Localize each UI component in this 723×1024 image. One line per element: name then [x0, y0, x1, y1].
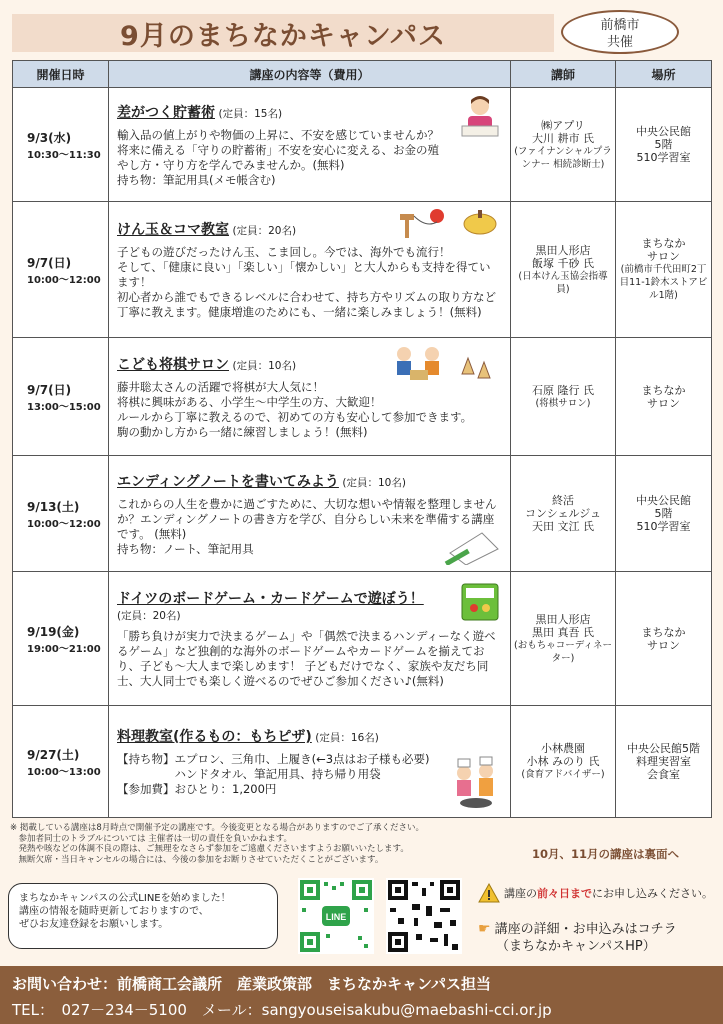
place-cell — [616, 706, 712, 818]
content-cell — [109, 572, 511, 706]
board-game-box-illustration — [458, 578, 502, 624]
date-cell — [13, 338, 109, 456]
date-cell — [13, 572, 109, 706]
shogi-kids-illustration — [392, 344, 502, 384]
title-banner — [12, 14, 554, 52]
instructor-note: (食育アドバイザー) — [521, 769, 605, 780]
course-title: 差がつく貯蓄術 — [117, 104, 215, 121]
event-date: 9/19(金) — [27, 624, 80, 639]
next-months-note: 10月、11月の講座は裏面へ — [532, 847, 680, 861]
instructor-cell — [511, 202, 616, 338]
line-announcement-bubble — [8, 883, 278, 949]
sponsor-city: 前橋市 — [600, 18, 640, 33]
place-cell — [616, 88, 712, 202]
course-text: 持ち物：ノート、筆記用具 — [117, 541, 254, 556]
course-title: 料理教室(作るもの：もちピザ) — [117, 729, 312, 745]
content-cell — [109, 88, 511, 202]
bubble-line: ぜひお友達登録をお願いします。 — [19, 919, 169, 930]
instructor-cell — [511, 572, 616, 706]
place-line: サロン — [647, 250, 680, 263]
instructor-org: ㈱アプリ — [541, 118, 585, 132]
event-date: 9/27(土) — [27, 747, 80, 762]
notice-line: 無断欠席・当日キャンセルの場合には、今後の参加をお断りさせていただくことがございます。 — [10, 854, 384, 865]
detail-line-1: 講座の詳細・お申込みはコチラ — [494, 922, 677, 937]
content-cell — [109, 202, 511, 338]
place-line: 5階 — [654, 138, 673, 151]
bubble-line: 講座の情報を随時更新しておりますので、 — [19, 906, 209, 917]
instructor-line: コンシェルジュ — [524, 507, 601, 520]
place-cell — [616, 572, 712, 706]
deadline-pre: 講座の — [504, 887, 537, 900]
course-capacity: (定員：16名) — [315, 732, 379, 744]
place-line: 会食室 — [647, 768, 680, 781]
instructor-name: 石原 隆行 氏 — [532, 383, 594, 397]
event-date: 9/13(土) — [27, 499, 80, 514]
place-line: 中央公民館5階 — [627, 742, 700, 755]
notice-line: 参加者同士のトラブルについては 主催者は一切の責任を負いかねます。 — [10, 833, 293, 844]
course-text: 初心者から誰でもできるレベルに合わせて、持ち方やリズムの取り方など丁寧に教えます。健康増進のためにも、一緒に楽しみましょう！(無料) — [117, 290, 497, 319]
event-time: 10:00～13:00 — [27, 766, 101, 778]
detail-line-2: （まちなかキャンパスHP） — [496, 939, 656, 954]
line-qr-code[interactable] — [298, 878, 374, 954]
pointing-hand-icon: ☛ — [478, 921, 491, 937]
kendama-top-illustration — [392, 208, 502, 242]
course-text: 【参加費】おひとり：1,200円 — [117, 782, 277, 796]
course-title: こども将棋サロン — [117, 356, 229, 373]
notice-line: ※ 掲載している講座は8月時点で開催予定の講座です。今後変更となる場合がありますのでご了承ください。 — [10, 823, 425, 833]
schedule-table — [12, 60, 712, 818]
course-text: 子どもの遊びだったけん玉、こま回し。今では、海外でも流行！ — [117, 245, 451, 259]
event-date: 9/3(水) — [27, 130, 72, 145]
course-text: 持ち物：筆記用具(メモ帳含む) — [117, 172, 276, 187]
course-text: そして、「健康に良い」「楽しい」「懐かしい」と大人からも支持を得ています！ — [117, 260, 491, 289]
event-date: 9/7(日) — [27, 255, 72, 270]
instructor-cell — [511, 456, 616, 572]
place-cell — [616, 338, 712, 456]
instructor-name: 黒田 真吾 氏 — [532, 625, 594, 639]
header-date: 開催日時 — [13, 61, 109, 88]
course-capacity: (定員：20名) — [232, 225, 297, 237]
homepage-qr-code[interactable] — [386, 878, 462, 954]
notebook-illustration — [442, 529, 502, 565]
header-instructor: 講師 — [511, 61, 616, 88]
event-time: 19:00～21:00 — [27, 643, 101, 655]
place-line: サロン — [647, 638, 680, 652]
date-cell — [13, 88, 109, 202]
place-line: サロン — [647, 396, 680, 410]
place-cell — [616, 202, 712, 338]
event-date: 9/7(日) — [27, 382, 72, 397]
contact-line: お問い合わせ：前橋商工会議所 産業政策部 まちなかキャンパス担当 — [12, 975, 491, 993]
notice-line: 発熱や咳などの体調不良の際は、ご無理をなさらず参加をご遠慮くださいますようお願いいたします。 — [10, 844, 409, 854]
header-place: 場所 — [616, 61, 712, 88]
table-row — [13, 202, 712, 338]
course-text: 藤井聡太さんの活躍で将棋が大人気に！ — [117, 379, 324, 394]
instructor-org: 黒田人形店 — [535, 243, 591, 257]
instructor-cell — [511, 88, 616, 202]
instructor-org: 黒田人形店 — [535, 612, 591, 626]
course-text: 将棋に興味がある、小学生～中学生の方、大歓迎！ — [117, 394, 382, 409]
place-line: 510学習室 — [636, 520, 691, 533]
instructor-cell — [511, 338, 616, 456]
place-line: まちなか — [641, 237, 686, 250]
notice-block — [10, 823, 530, 865]
date-cell — [13, 456, 109, 572]
course-capacity: (定員：10名) — [342, 476, 406, 489]
event-time: 10:30～11:30 — [27, 149, 101, 161]
instructor-cell — [511, 706, 616, 818]
course-text: 【持ち物】エプロン、三角巾、上履き(←3点はお子様も必要) — [117, 752, 430, 766]
table-row — [13, 456, 712, 572]
deadline-post: にお申し込みください。 — [592, 887, 713, 900]
event-time: 10:00～12:00 — [27, 518, 101, 530]
deadline-highlight: 前々日まで — [537, 887, 592, 900]
place-line: 5階 — [654, 507, 673, 520]
place-line: まちなか — [641, 625, 686, 639]
woman-reading-illustration — [458, 94, 502, 140]
sponsor-badge — [561, 10, 679, 54]
instructor-note: (ファイナンシャルプランナー 相続診断士) — [514, 145, 612, 170]
instructor-note: (将棋サロン) — [535, 397, 591, 409]
course-text: 将来に備える「守りの貯蓄術」不安を安心に変える、お金の殖やし方・守り方を学んでみませんか。(無料) — [117, 142, 439, 172]
course-capacity: (定員：10名) — [232, 359, 297, 372]
cooking-kids-illustration — [450, 755, 502, 811]
date-cell — [13, 706, 109, 818]
instructor-name: 飯塚 千砂 氏 — [532, 256, 594, 270]
course-text: これからの人生を豊かに過ごすために、大切な想いや情報を整理しませんか？エンディングノートの書き方を学び、自分らしい未来を準備する講座です。 (無料) — [117, 496, 497, 541]
place-cell — [616, 456, 712, 572]
table-row — [13, 88, 712, 202]
sponsor-role: 共催 — [606, 35, 633, 50]
table-row — [13, 338, 712, 456]
instructor-name: 小林 みのり 氏 — [526, 755, 600, 768]
course-text: 駒の動かし方から一緒に練習しましょう！(無料) — [117, 424, 368, 439]
instructor-line: 終活 — [552, 494, 574, 507]
place-note: (前橋市千代田町2丁目11-1鈴木ストアビル1階) — [619, 264, 708, 301]
course-capacity: (定員：15名) — [218, 107, 283, 120]
course-text: ルールから丁寧に教えるので、初めての方も安心して参加できます。 — [117, 409, 473, 424]
detail-link[interactable] — [478, 921, 677, 955]
instructor-note: (日本けん玉協会指導員) — [518, 270, 608, 295]
deadline-notice — [478, 883, 713, 903]
course-text: 輸入品の値上がりや物価の上昇に、不安を感じていませんか？ — [117, 127, 439, 142]
content-cell — [109, 706, 511, 818]
date-cell — [13, 202, 109, 338]
place-line: 中央公民館 — [636, 125, 691, 138]
event-time: 10:00～12:00 — [27, 274, 101, 286]
bubble-line: まちなかキャンパスの公式LINEを始めました！ — [19, 893, 231, 904]
course-title: けん玉＆コマ教室 — [117, 222, 229, 238]
course-text: ハンドタオル、筆記用具、持ち帰り用袋 — [117, 767, 381, 781]
instructor-org: 小林農園 — [541, 742, 585, 755]
warning-icon — [478, 883, 500, 903]
qr-line-label: LINE — [325, 912, 347, 922]
table-row — [13, 706, 712, 818]
event-time: 13:00～15:00 — [27, 401, 101, 413]
place-line: 中央公民館 — [636, 494, 691, 507]
table-row — [13, 572, 712, 706]
content-cell — [109, 338, 511, 456]
place-line: 料理実習室 — [636, 755, 691, 768]
course-title: エンディングノートを書いてみよう — [117, 473, 339, 490]
table-header-row — [13, 61, 712, 88]
course-title: ドイツのボードゲーム・カードゲームで遊ぼう！ — [117, 591, 424, 607]
course-text: 「勝ち負けが実力で決まるゲーム」や「偶然で決まるハンディーなく遊べるゲーム」など独創的な海外のボードゲームやカードゲームを揃えており、子ども～大人まで楽しめます！ 子どもだけでなく、家族や友だち同士、大人同士でも楽しく遊べるのでぜひご参加ください♪(無料) — [117, 629, 496, 688]
page-title: 9月のまちなかキャンパス — [120, 20, 446, 52]
header-content: 講座の内容等（費用） — [109, 61, 511, 88]
place-line: 510学習室 — [636, 151, 691, 164]
content-cell — [109, 456, 511, 572]
place-line: まちなか — [641, 383, 686, 397]
instructor-name: 大川 耕市 氏 — [532, 131, 594, 145]
instructor-note: (おもちゃコーディネーター) — [514, 639, 612, 664]
instructor-name: 天田 文江 氏 — [532, 520, 594, 533]
contact-tel-email: TEL： 027－234－5100 メール：sangyouseisakubu@maebashi-cci.or.jp — [12, 1001, 552, 1019]
course-capacity: (定員：20名) — [117, 610, 181, 622]
contact-footer — [0, 966, 723, 1024]
